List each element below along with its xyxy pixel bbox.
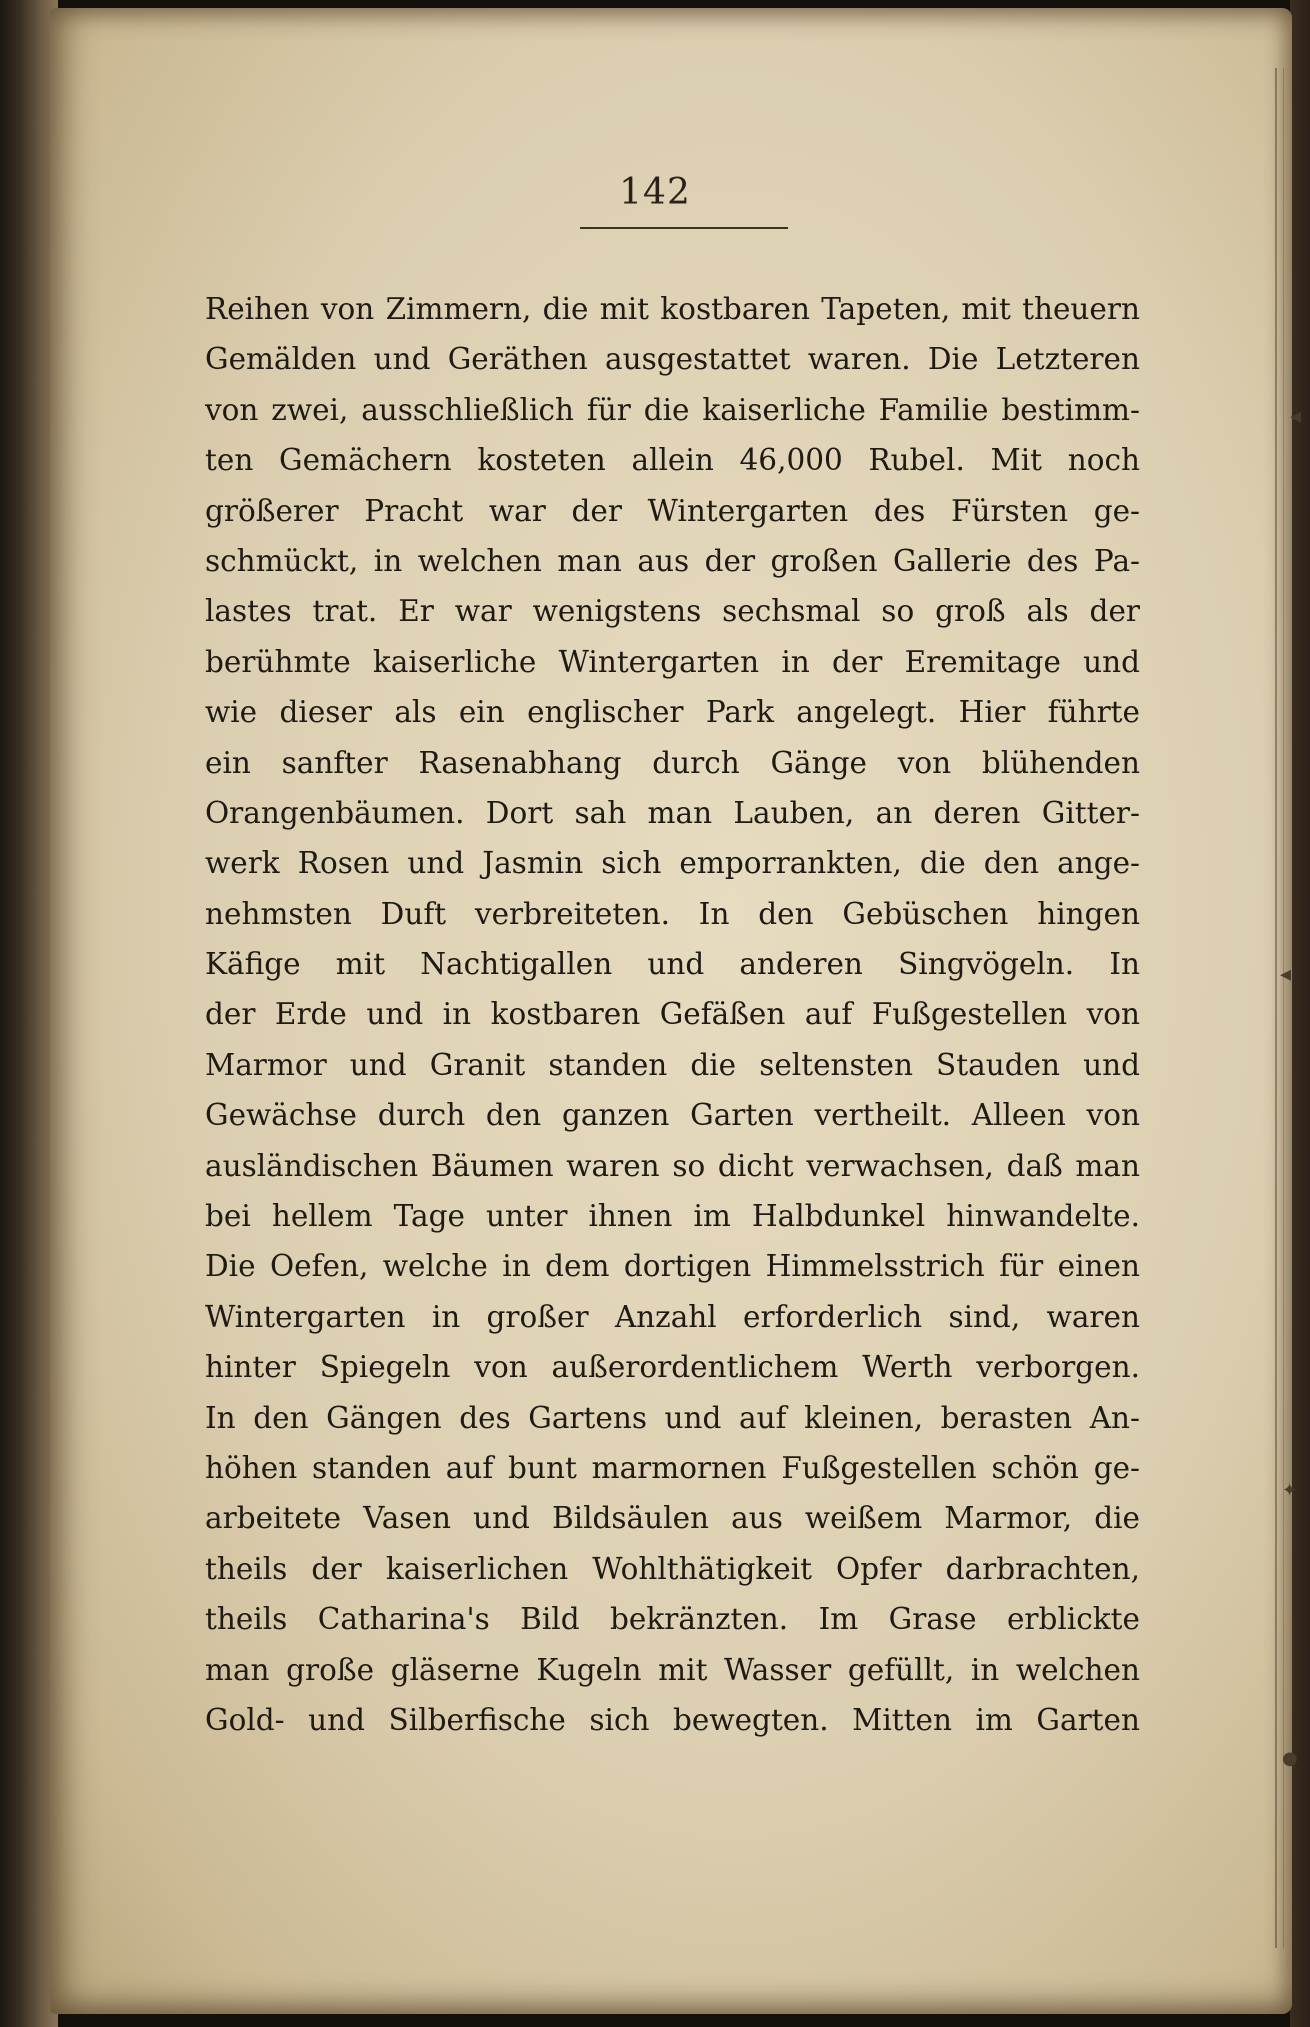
- text-line: lastes trat. Er war wenigstens sechsmal so groß als der: [205, 594, 1140, 629]
- text-line: schmückt, in welchen man aus der großen Gallerie des Pa-: [205, 543, 1140, 578]
- text-line: Orangenbäumen. Dort sah man Lauben, an deren Gitter-: [205, 795, 1140, 830]
- text-line: berühmte kaiserliche Wintergarten in der Eremitage und: [205, 644, 1140, 679]
- page-edge-lines: [1275, 68, 1284, 1948]
- text-line: ein sanfter Rasenabhang durch Gänge von blühenden: [205, 745, 1140, 780]
- text-line: werk Rosen und Jasmin sich emporrankten, die den ange-: [205, 846, 1140, 881]
- text-line: ten Gemächern kosteten allein 46,000 Rubel. Mit noch: [205, 443, 1140, 478]
- text-line: Gewächse durch den ganzen Garten vertheilt. Alleen von: [205, 1098, 1140, 1133]
- text-line: theils Catharina's Bild bekränzten. Im Grase erblickte: [205, 1602, 1140, 1637]
- text-line: bei hellem Tage unter ihnen im Halbdunkel hinwandelte.: [205, 1199, 1140, 1234]
- text-line: Wintergarten in großer Anzahl erforderlich sind, waren: [205, 1299, 1140, 1334]
- page-number: 142: [619, 172, 691, 213]
- binding-mark-icon: ●: [1282, 1748, 1298, 1769]
- text-line: größerer Pracht war der Wintergarten des Fürsten ge-: [205, 493, 1140, 528]
- text-line: wie dieser als ein englischer Park angelegt. Hier führte: [205, 695, 1140, 730]
- text-line: Gold- und Silberfische sich bewegten. Mitten im Garten: [205, 1702, 1140, 1737]
- text-line: hinter Spiegeln von außerordentlichem Werth verborgen.: [205, 1350, 1140, 1385]
- text-line: Marmor und Granit standen die seltensten Stauden und: [205, 1047, 1140, 1082]
- text-line: von zwei, ausschließlich für die kaiserliche Familie bestimm-: [205, 392, 1140, 427]
- book-cover-edge: [1290, 0, 1310, 2027]
- text-line: In den Gängen des Gartens und auf kleinen, berasten An-: [205, 1400, 1140, 1435]
- text-line: Gemälden und Geräthen ausgestattet waren. Die Letzteren: [205, 342, 1140, 377]
- binding-mark-icon: ✦: [1282, 1480, 1298, 1501]
- text-line: höhen standen auf bunt marmornen Fußgestellen schön ge-: [205, 1450, 1140, 1485]
- text-line: man große gläserne Kugeln mit Wasser gefüllt, in welchen: [205, 1652, 1140, 1687]
- text-line: Die Oefen, welche in dem dortigen Himmelsstrich für einen: [205, 1249, 1140, 1284]
- text-line: nehmsten Duft verbreiteten. In den Gebüschen hingen: [205, 896, 1140, 931]
- body-text: [205, 284, 1140, 1745]
- text-line: ausländischen Bäumen waren so dicht verwachsen, daß man: [205, 1148, 1140, 1183]
- text-line: Reihen von Zimmern, die mit kostbaren Tapeten, mit theuern: [205, 292, 1140, 326]
- text-line: arbeitete Vasen und Bildsäulen aus weißem Marmor, die: [205, 1501, 1140, 1536]
- binding-mark-icon: ◂: [1280, 962, 1292, 987]
- binding-mark-icon: ◂: [1290, 404, 1302, 429]
- page-number-rule: [580, 227, 788, 229]
- text-line: der Erde und in kostbaren Gefäßen auf Fußgestellen von: [205, 997, 1140, 1032]
- text-line: Käfige mit Nachtigallen und anderen Singvögeln. In: [205, 947, 1140, 982]
- text-line: theils der kaiserlichen Wohlthätigkeit Opfer darbrachten,: [205, 1551, 1140, 1586]
